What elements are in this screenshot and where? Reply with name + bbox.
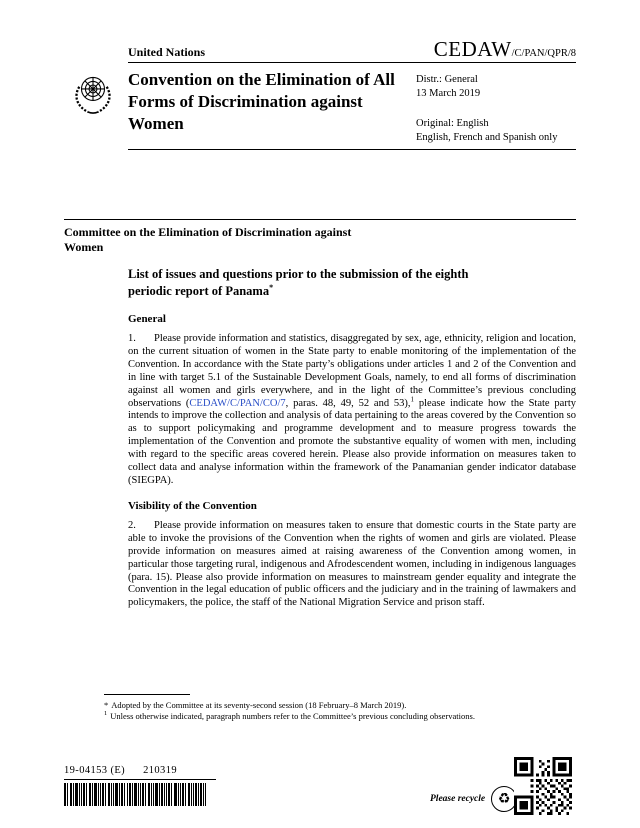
distribution-line: Distr.: General: [416, 74, 478, 85]
languages-line: English, French and Spanish only: [416, 131, 558, 143]
treaty-title: Convention on the Elimination of All Forms of Discrimination against Women: [128, 70, 395, 134]
paragraph-1-number: 1.: [128, 333, 136, 344]
footnote-star: [100, 700, 496, 711]
document-date-code: 210319: [143, 765, 177, 776]
original-language-line: Original: English: [416, 118, 489, 129]
document-reference-link[interactable]: CEDAW/C/PAN/CO/7: [189, 397, 286, 409]
document-symbol: [434, 37, 576, 62]
document-title-text: List of issues and questions prior to the submission of the eighth periodic report of Panama: [128, 267, 469, 298]
footnote-star-marker: *: [104, 700, 109, 710]
paragraph-2: [128, 520, 576, 610]
footnote-1-text: Unless otherwise indicated, paragraph numbers refer to the Committee’s previous concluding observations.: [110, 710, 475, 721]
paragraph-1: [128, 333, 576, 488]
paragraph-2-text: Please provide information on measures taken to ensure that domestic courts in the State party are able to invoke the provisions of the Convention when the rights of women and girls are violated. Please provide information on measures aimed at raising awareness of the Convention among women, in particular those targeting rural, indigenous and Afrodescendent women, including in indigenous languages (para. 15). Please also provide information on measures to mainstream gender equality and integrate the Convention in the legal education of public officers and the judiciary and in the training of lawmakers and policymakers, the police, the staff of the National Migration Service and prison staff.: [128, 519, 576, 609]
recycle-icon: ♻: [491, 786, 517, 812]
paragraph-2-number: 2.: [128, 519, 136, 531]
masthead-rule: [128, 62, 576, 63]
footnote-1-marker: 1: [104, 709, 108, 717]
document-symbol-main: CEDAW: [433, 37, 512, 61]
document-number-text: 19-04153 (E): [64, 765, 126, 776]
paragraph-1-text-mid: , paras. 48, 49, 52 and 53),: [285, 397, 411, 409]
footnote-1: [100, 711, 496, 722]
date-line: 13 March 2019: [416, 87, 481, 99]
footnote-star-text: Adopted by the Committee at its seventy-second session (18 February–8 March 2019).: [111, 700, 407, 710]
recycle-notice: [430, 786, 517, 812]
committee-name: Committee on the Elimination of Discrimination against Women: [64, 225, 352, 254]
document-symbol-suffix: /C/PAN/QPR/8: [511, 48, 576, 59]
document-title: [128, 266, 508, 300]
distribution-info: [416, 73, 557, 144]
un-label: United Nations: [128, 45, 206, 59]
recycle-label: Please recycle: [430, 794, 486, 804]
document-body: [128, 313, 576, 622]
document-number: [64, 765, 177, 776]
paragraph-1-text-after: please indicate how the State party intends to improve the collection and analysis of data pertaining to the areas covered by the Convention so as to support policymaking and programme development and to measure progress towards the implementation of the Convention and promote the substantive equality of women with men, including with regard to the specific areas covered herein. Please also provide information on measures taken to collect data and analyse information within the framework of the Panamanian gender indicator database (SIEGPA).: [128, 397, 576, 486]
footnote-separator: [104, 694, 190, 695]
paragraph-1-text-before: Please provide information and statistics, disaggregated by sex, age, ethnicity, religion and location, on the current situation of women in the State party to enable monitoring of the implementation of the Convention. In accordance with the State party’s obligations under articles 1 and 2 of the Convention and in line with target 5.1 of the Sustainable Development Goals, namely, to end all forms of discrimination against all women and girls everywhere, and in the light of the Committee’s previous concluding observations (: [128, 333, 576, 409]
qr-code: [514, 757, 572, 815]
section-heading-visibility: Visibility of the Convention: [128, 499, 257, 512]
footer-rule: [64, 779, 216, 780]
committee-rule: [64, 219, 576, 220]
barcode: [64, 783, 206, 811]
footnote-reference-1: 1: [410, 395, 415, 404]
section-heading-general: General: [128, 313, 166, 325]
header-bottom-rule: [128, 149, 576, 150]
footnote-area: [100, 694, 496, 721]
un-emblem-icon: [70, 71, 116, 117]
title-footnote-marker: *: [269, 282, 274, 292]
